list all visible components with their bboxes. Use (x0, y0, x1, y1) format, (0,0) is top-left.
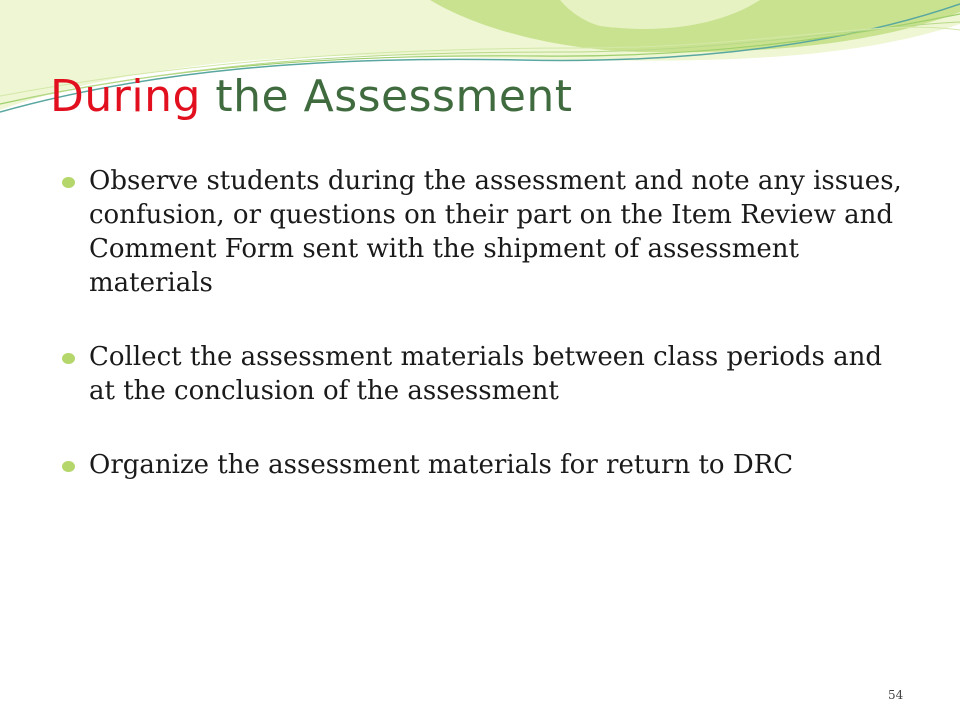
bullet-item (60, 448, 910, 482)
slide-title-accent: During (50, 71, 201, 122)
slide-title (50, 72, 573, 123)
slide-title-rest: the Assessment (215, 71, 573, 122)
bullet-text: Organize the assessment materials for return to DRC (89, 450, 794, 480)
bullet-item (60, 164, 910, 300)
bullet-dot-icon (62, 353, 75, 364)
bullet-text: Collect the assessment materials between class periods and at the conclusion of the assessment (89, 342, 883, 406)
bullet-text: Observe students during the assessment and note any issues, confusion, or questions on their part on the Item Review and Comment Form sent with the shipment of assessment materials (89, 166, 902, 298)
bullet-item (60, 340, 910, 408)
bullet-dot-icon (62, 177, 75, 188)
page-number: 54 (888, 688, 904, 702)
bullet-dot-icon (62, 461, 75, 472)
bullet-list (60, 164, 910, 522)
